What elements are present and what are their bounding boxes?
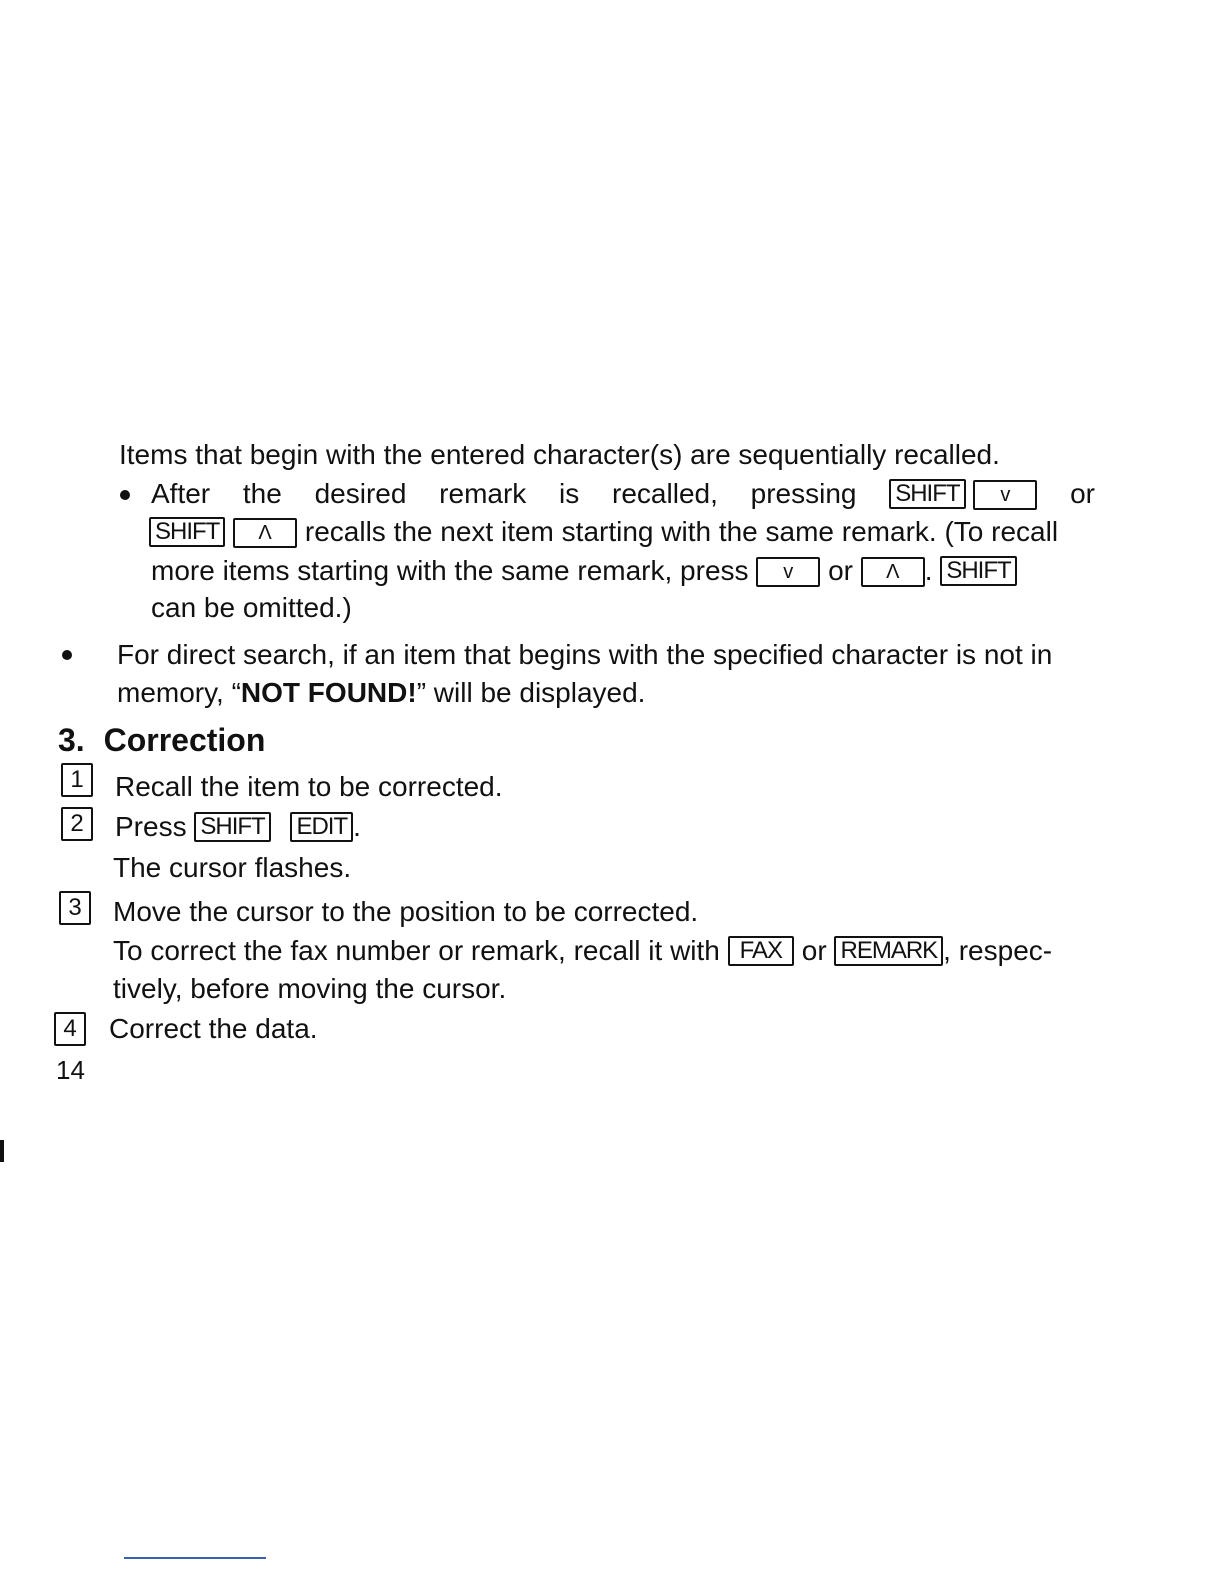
direct-search-line-2 <box>117 675 645 711</box>
margin-mark <box>0 1140 4 1162</box>
word: desired <box>314 478 407 509</box>
word: remark <box>439 478 527 509</box>
shift-key: SHIFT <box>889 479 965 509</box>
sub-bullet-row-4: can be omitted.) <box>151 592 352 623</box>
shift-key: SHIFT <box>940 556 1016 586</box>
word: the <box>242 478 282 509</box>
word: After <box>151 478 211 509</box>
step-2-text <box>115 809 361 845</box>
edit-key: EDIT <box>290 812 353 842</box>
shift-down-keys <box>889 476 1037 512</box>
step-3-note-2: tively, before moving the cursor. <box>113 973 507 1004</box>
text: To correct the fax number or remark, recall it with <box>113 935 720 966</box>
step-3-note-1 <box>113 933 1052 969</box>
sub-bullet-row-3 <box>151 553 1017 589</box>
sub-bullet-dot <box>120 490 130 500</box>
page-number: 14 <box>56 1055 85 1085</box>
text: , respec- <box>943 935 1053 966</box>
text: Press <box>115 811 187 842</box>
text: memory, “ <box>117 677 241 708</box>
up-arrow-key: Λ <box>233 518 297 548</box>
bottom-rule <box>124 1557 266 1559</box>
period: . <box>353 811 361 842</box>
word: or <box>1070 478 1095 509</box>
fax-key: FAX <box>728 936 794 966</box>
shift-key: SHIFT <box>149 517 225 547</box>
step-number-box: 4 <box>54 1012 86 1046</box>
section-title: Correction <box>103 722 266 758</box>
step-2-note: The cursor flashes. <box>113 852 352 883</box>
step-4-text: Correct the data. <box>109 1013 318 1044</box>
not-found-message: NOT FOUND! <box>240 677 417 708</box>
shift-key: SHIFT <box>194 812 270 842</box>
period: . <box>924 555 933 586</box>
sub-bullet-text: more items starting with the same remark, press <box>151 555 749 586</box>
section-number: 3. <box>58 722 85 758</box>
or-word: or <box>801 935 827 966</box>
section-heading <box>58 720 265 760</box>
down-arrow-key: v <box>973 480 1037 510</box>
step-number-box: 2 <box>61 807 93 841</box>
or-word: or <box>828 555 853 586</box>
step-3-text: Move the cursor to the position to be corrected. <box>113 896 699 927</box>
direct-search-line-1: For direct search, if an item that begins with the specified character is not in <box>117 639 1053 670</box>
text: ” will be displayed. <box>416 677 646 708</box>
down-arrow-key: v <box>756 557 820 587</box>
remark-key: REMARK <box>834 936 943 966</box>
step-1-text: Recall the item to be corrected. <box>115 771 503 802</box>
up-arrow-key: Λ <box>861 557 925 587</box>
sub-bullet-row-1 <box>151 476 1095 512</box>
step-number-box: 3 <box>59 891 91 925</box>
step-number-box: 1 <box>61 763 93 797</box>
word: is <box>559 478 580 509</box>
word: pressing <box>750 478 857 509</box>
intro-text: Items that begin with the entered character(s) are sequentially recalled. <box>119 439 1000 470</box>
word: recalled, <box>612 478 718 509</box>
bullet-dot <box>62 650 72 660</box>
sub-bullet-row-2 <box>149 514 1058 550</box>
sub-bullet-text: recalls the next item starting with the same remark. (To recall <box>304 516 1059 547</box>
